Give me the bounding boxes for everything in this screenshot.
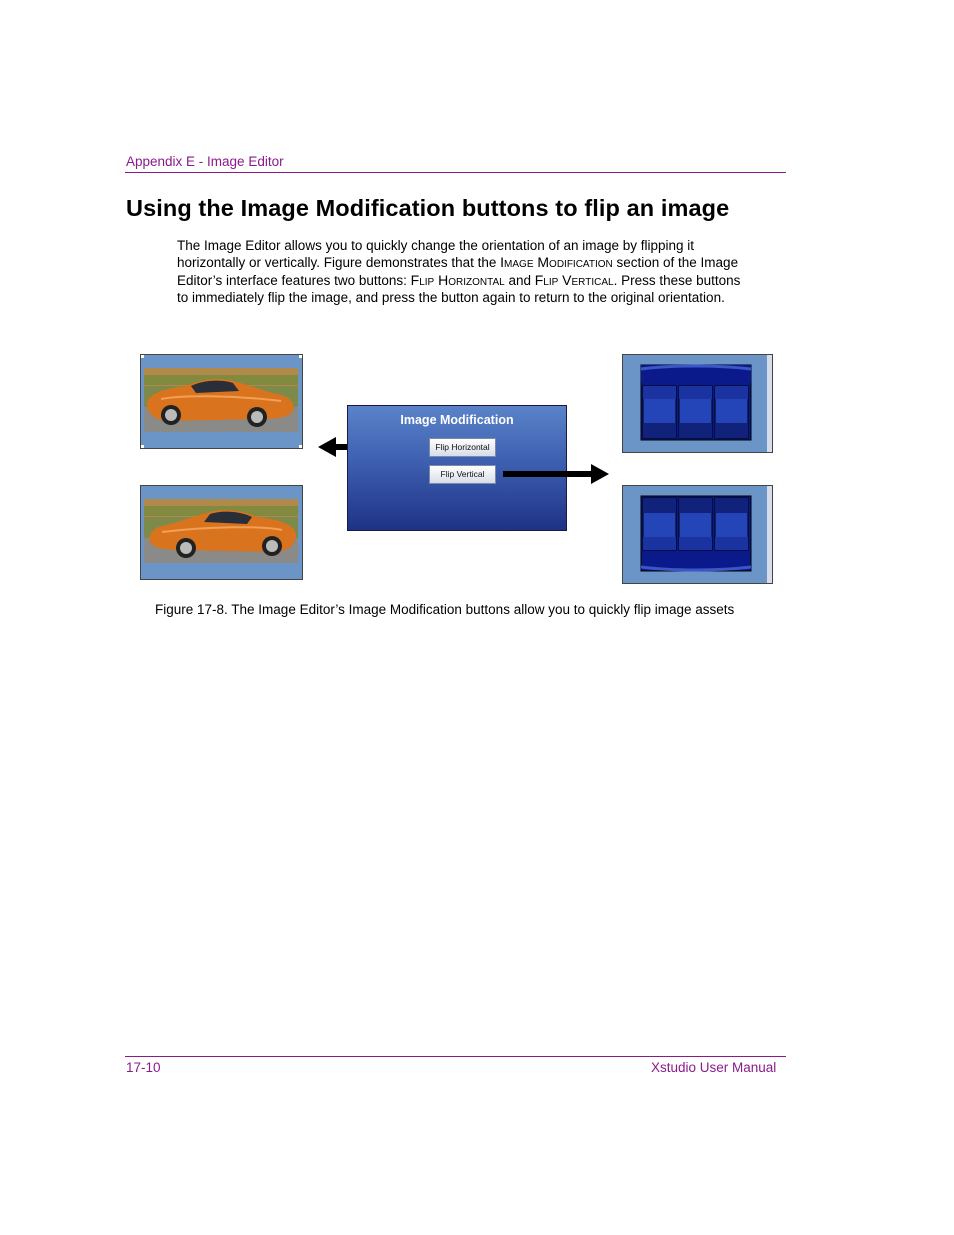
body-paragraph [177, 237, 747, 306]
flip-horizontal-button[interactable]: Flip Horizontal [429, 438, 496, 457]
car-image-original [140, 354, 303, 449]
section-title: Using the Image Modification buttons to flip an image [126, 195, 730, 221]
car-image-flipped [140, 485, 303, 580]
grid-image-flipped [622, 485, 773, 584]
manual-title: Xstudio User Manual [651, 1060, 777, 1075]
grid-image-original [622, 354, 773, 453]
term-image-modification: Image Modification [500, 254, 613, 271]
grid-graphic [623, 355, 772, 452]
page-number: 17-10 [126, 1060, 161, 1075]
term-flip-horizontal: Flip Horizontal [410, 271, 505, 288]
running-header: Appendix E - Image Editor [126, 154, 284, 169]
grid-graphic-flipped [623, 486, 772, 583]
flip-vertical-button[interactable]: Flip Vertical [429, 465, 496, 484]
car-photo [141, 355, 302, 448]
figure-caption: Figure 17-8. The Image Editor’s Image Modification buttons allow you to quickly flip image assets [155, 602, 735, 617]
header-rule [125, 172, 786, 173]
body-text-3: and [504, 272, 535, 288]
footer-rule [125, 1056, 786, 1057]
term-flip-vertical: Flip Vertical [534, 271, 614, 288]
grid-cells [643, 386, 748, 438]
panel-title: Image Modification [400, 413, 514, 427]
body-text-1: The Image Editor allows you to quickly change the orientation of an image by flipping it horizontally or vertically. Figure demonstrates that the [177, 238, 695, 271]
car-photo-flipped [141, 486, 302, 579]
arrow-right-icon [503, 464, 609, 484]
body-text-2: section of the Image Editor’s interface features two buttons: [177, 255, 739, 288]
body-text-4: . Press these buttons to immediately flip the image, and press the button again to return to the original orientation. [177, 272, 741, 305]
